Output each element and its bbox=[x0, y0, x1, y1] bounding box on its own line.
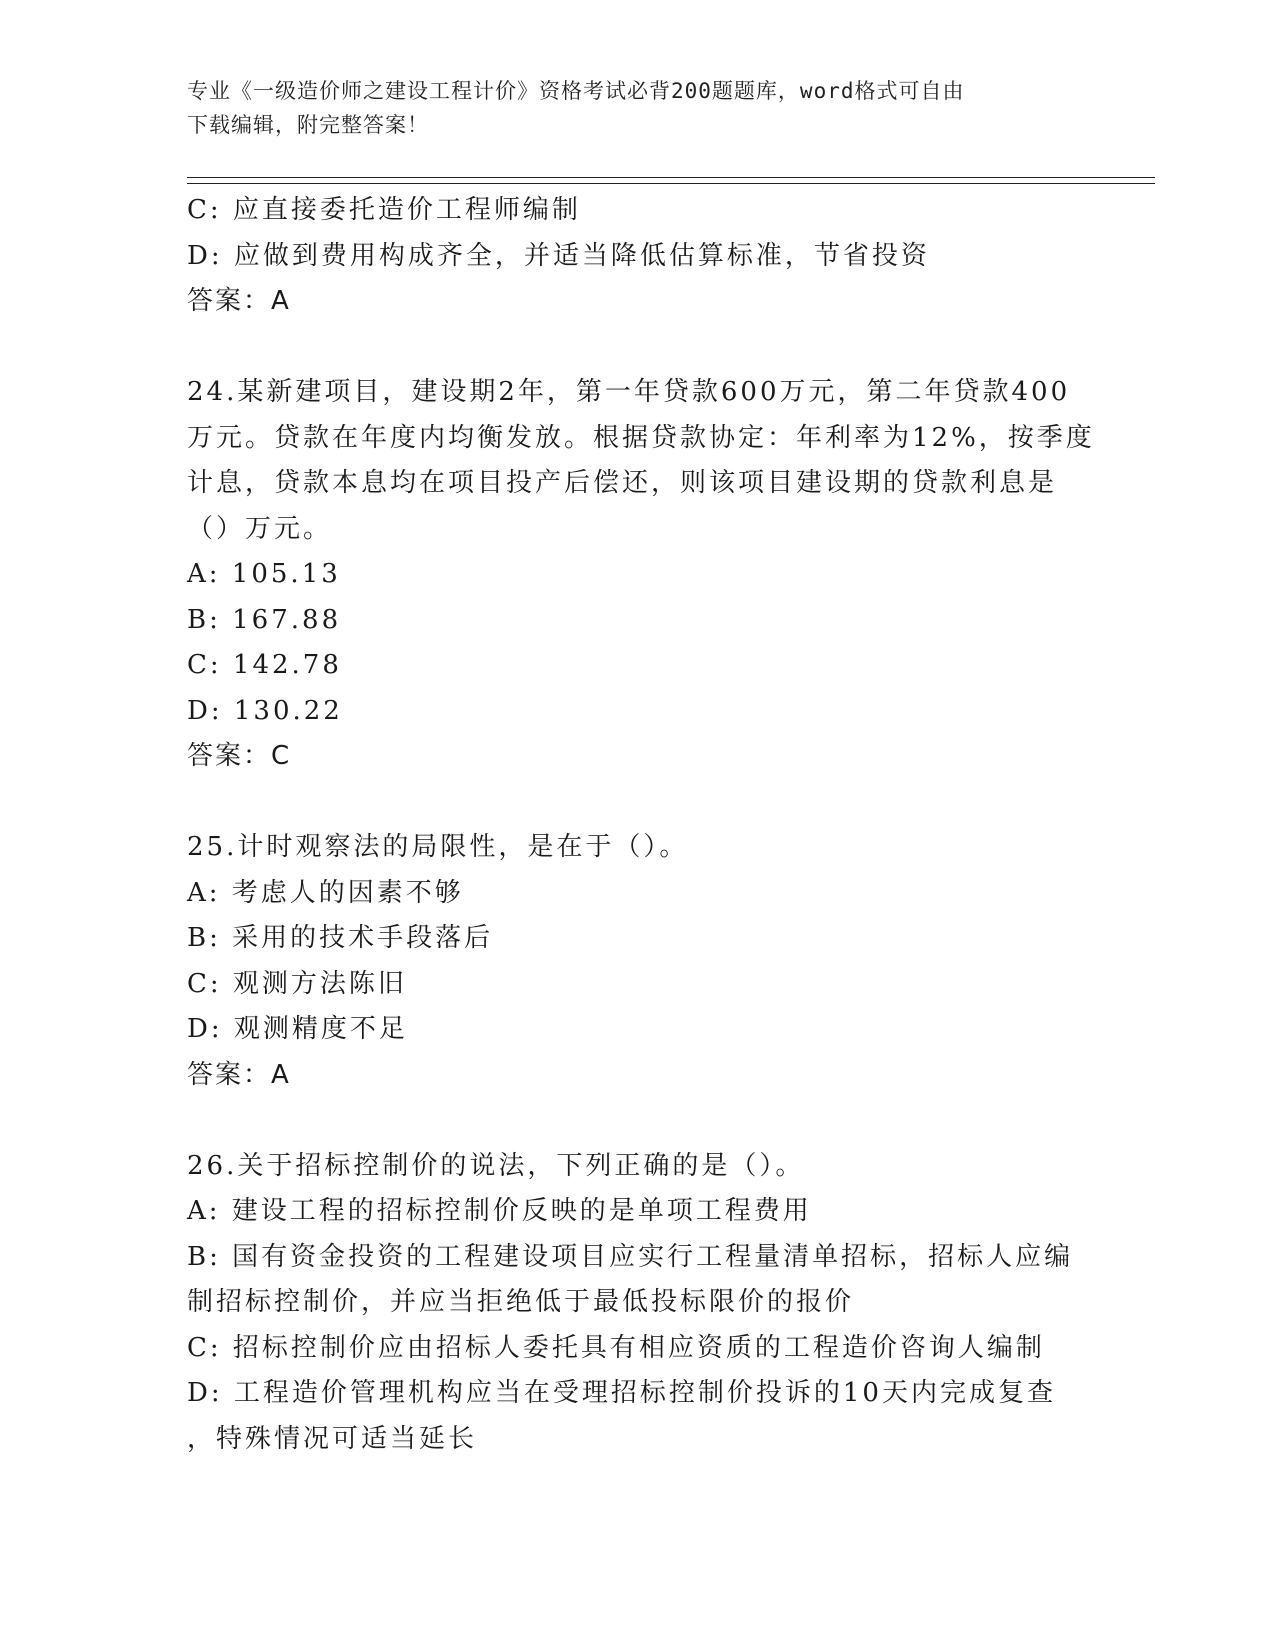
header-rule-top bbox=[187, 177, 1155, 178]
question-25 bbox=[187, 825, 1087, 1098]
option-b: B: 采用的技术手段落后 bbox=[187, 923, 494, 953]
option-b: B: 国有资金投资的工程建设项目应实行工程量清单招标，招标人应编 bbox=[187, 1241, 1074, 1272]
answer: 答案：A bbox=[187, 1059, 291, 1090]
question-list bbox=[187, 188, 1095, 1462]
option-c: C: 观测方法陈旧 bbox=[187, 968, 407, 999]
spacer bbox=[187, 780, 1087, 826]
option-b-continued: 制招标控制价，并应当拒绝低于最低投标限价的报价 bbox=[187, 1287, 855, 1317]
question-23-tail bbox=[187, 188, 1087, 325]
header-line-1: 专业《一级造价师之建设工程计价》资格考试必背200题题库，word格式可自由 bbox=[187, 79, 965, 103]
option-a: A: 建设工程的招标控制价反映的是单项工程费用 bbox=[187, 1196, 812, 1226]
option-d-continued: ，特殊情况可适当延长 bbox=[187, 1423, 478, 1454]
question-stem: 25.计时观察法的局限性，是在于（）。 bbox=[187, 832, 689, 862]
question-stem: 万元。贷款在年度内均衡发放。根据贷款协定：年利率为12%，按季度 bbox=[187, 422, 1095, 453]
option-c: C: 142.78 bbox=[187, 650, 342, 680]
question-stem: （）万元。 bbox=[187, 513, 333, 544]
question-stem: 26.关于招标控制价的说法，下列正确的是（）。 bbox=[187, 1150, 805, 1181]
option-a: A: 考虑人的因素不够 bbox=[187, 877, 464, 908]
option-a: A: 105.13 bbox=[187, 559, 341, 589]
spacer bbox=[187, 1098, 1087, 1144]
header-rule-bottom bbox=[187, 183, 1155, 184]
answer: 答案：A bbox=[187, 286, 291, 316]
option-d: D: 应做到费用构成齐全，并适当降低估算标准，节省投资 bbox=[187, 240, 930, 271]
spacer bbox=[187, 325, 1087, 371]
question-stem: 24.某新建项目，建设期2年，第一年贷款600万元，第二年贷款400 bbox=[187, 377, 1071, 407]
option-c: C: 招标控制价应由招标人委托具有相应资质的工程造价咨询人编制 bbox=[187, 1332, 1045, 1363]
answer: 答案：C bbox=[187, 741, 292, 771]
option-d: D: 工程造价管理机构应当在受理招标控制价投诉的10天内完成复查 bbox=[187, 1378, 1056, 1408]
option-b: B: 167.88 bbox=[187, 604, 342, 635]
option-c: C: 应直接委托造价工程师编制 bbox=[187, 195, 581, 225]
document-header bbox=[187, 74, 1067, 142]
question-26 bbox=[187, 1144, 1087, 1463]
option-d: D: 130.22 bbox=[187, 695, 343, 726]
question-stem: 计息，贷款本息均在项目投产后偿还，则该项目建设期的贷款利息是 bbox=[187, 468, 1058, 498]
question-24 bbox=[187, 370, 1095, 780]
header-line-2: 下载编辑，附完整答案！ bbox=[187, 113, 429, 137]
option-d: D: 观测精度不足 bbox=[187, 1014, 408, 1044]
